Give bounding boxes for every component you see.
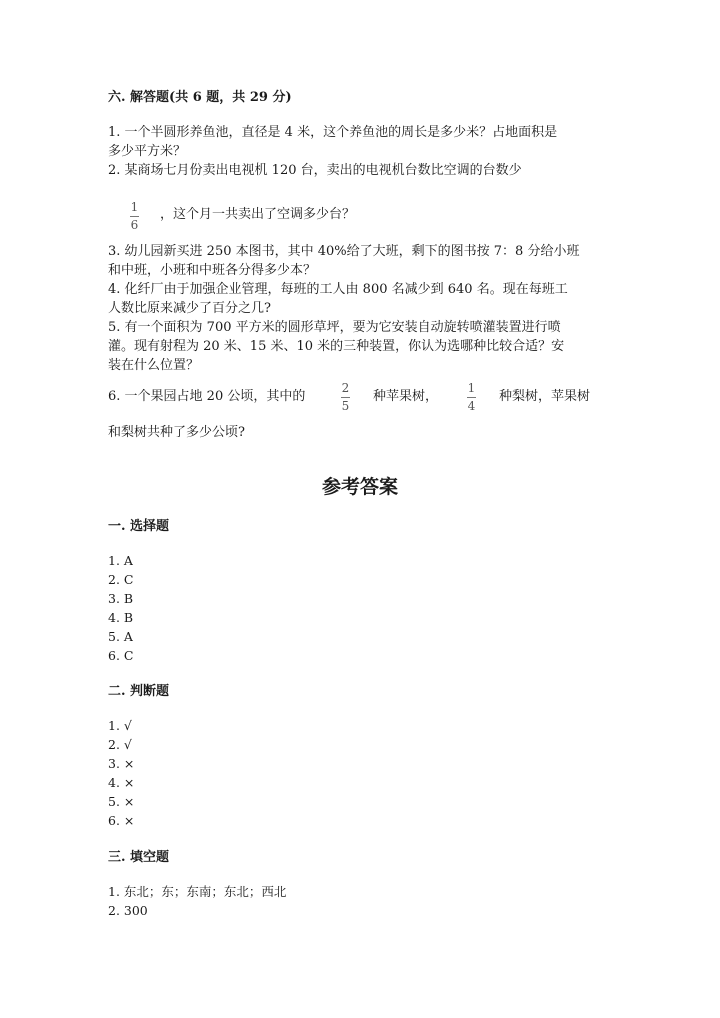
fraction-one-sixth: [130, 201, 139, 232]
fraction-two-fifths: [341, 382, 350, 413]
question-1-line-2: 多少平方米？: [108, 144, 187, 159]
question-5-line-2: 灌。现有射程为 20 米、15 米、10 米的三种装置，你认为选哪种比较合适？安: [108, 339, 565, 354]
answer-choice-item: 1. A: [108, 553, 133, 568]
question-6-part-1: 6. 一个果园占地 20 公顷，其中的: [108, 389, 306, 404]
section-heading-fill: 三. 填空题: [108, 850, 170, 865]
answer-judge-item: 2. √: [108, 737, 132, 752]
question-1-line-1: 1. 一个半圆形养鱼池，直径是 4 米，这个养鱼池的周长是多少米？占地面积是: [108, 125, 558, 140]
question-6-line-2: 和梨树共种了多少公顷?: [108, 425, 245, 440]
fraction-numerator: 1: [467, 381, 476, 395]
answer-judge-item: 4. ×: [108, 775, 135, 790]
answer-judge-item: 5. ×: [108, 794, 135, 809]
section-heading-solve: 六. 解答题(共 6 题，共 29 分): [108, 90, 292, 105]
question-2-line-2: ，这个月一共卖出了空调多少台？: [160, 207, 356, 222]
section-heading-choice: 一. 选择题: [108, 519, 170, 534]
fraction-denominator: 4: [467, 399, 476, 413]
answer-choice-item: 2. C: [108, 572, 134, 587]
question-5-line-3: 装在什么位置？: [108, 358, 200, 373]
question-6-part-3: 种梨树，苹果树: [499, 389, 591, 404]
question-4-line-1: 4. 化纤厂由于加强企业管理，每班的工人由 800 名减少到 640 名。现在每班工: [108, 282, 568, 297]
answer-choice-item: 6. C: [108, 648, 134, 663]
fraction-numerator: 2: [341, 381, 350, 395]
question-6-part-2: 种苹果树，: [373, 389, 439, 404]
question-3-line-2: 和中班，小班和中班各分得多少本？: [108, 263, 317, 278]
fraction-bar: [341, 397, 350, 398]
answer-judge-item: 1. √: [108, 718, 132, 733]
answer-choice-item: 5. A: [108, 629, 133, 644]
fraction-denominator: 5: [341, 399, 350, 413]
question-4-line-2: 人数比原来减少了百分之几?: [108, 301, 271, 316]
question-2-line-1: 2. 某商场七月份卖出电视机 120 台，卖出的电视机台数比空调的台数少: [108, 163, 522, 178]
fraction-denominator: 6: [130, 218, 139, 232]
fraction-one-quarter: [467, 382, 476, 413]
question-5-line-1: 5. 有一个面积为 700 平方米的圆形草坪，要为它安装自动旋转喷灌装置进行喷: [108, 320, 561, 335]
answers-title: 参考答案: [321, 476, 398, 498]
answer-choice-item: 4. B: [108, 610, 134, 625]
answer-fill-item: 2. 300: [108, 903, 148, 918]
answer-fill-item: 1. 东北；东；东南；东北；西北: [108, 884, 287, 899]
fraction-bar: [467, 397, 476, 398]
section-heading-judge: 二. 判断题: [108, 684, 170, 699]
answer-judge-item: 3. ×: [108, 756, 135, 771]
answer-judge-item: 6. ×: [108, 813, 135, 828]
answer-choice-item: 3. B: [108, 591, 134, 606]
question-3-line-1: 3. 幼儿园新买进 250 本图书，其中 40%给了大班，剩下的图书按 7：8 分给小班: [108, 244, 580, 259]
fraction-bar: [130, 216, 139, 217]
fraction-numerator: 1: [130, 200, 139, 214]
